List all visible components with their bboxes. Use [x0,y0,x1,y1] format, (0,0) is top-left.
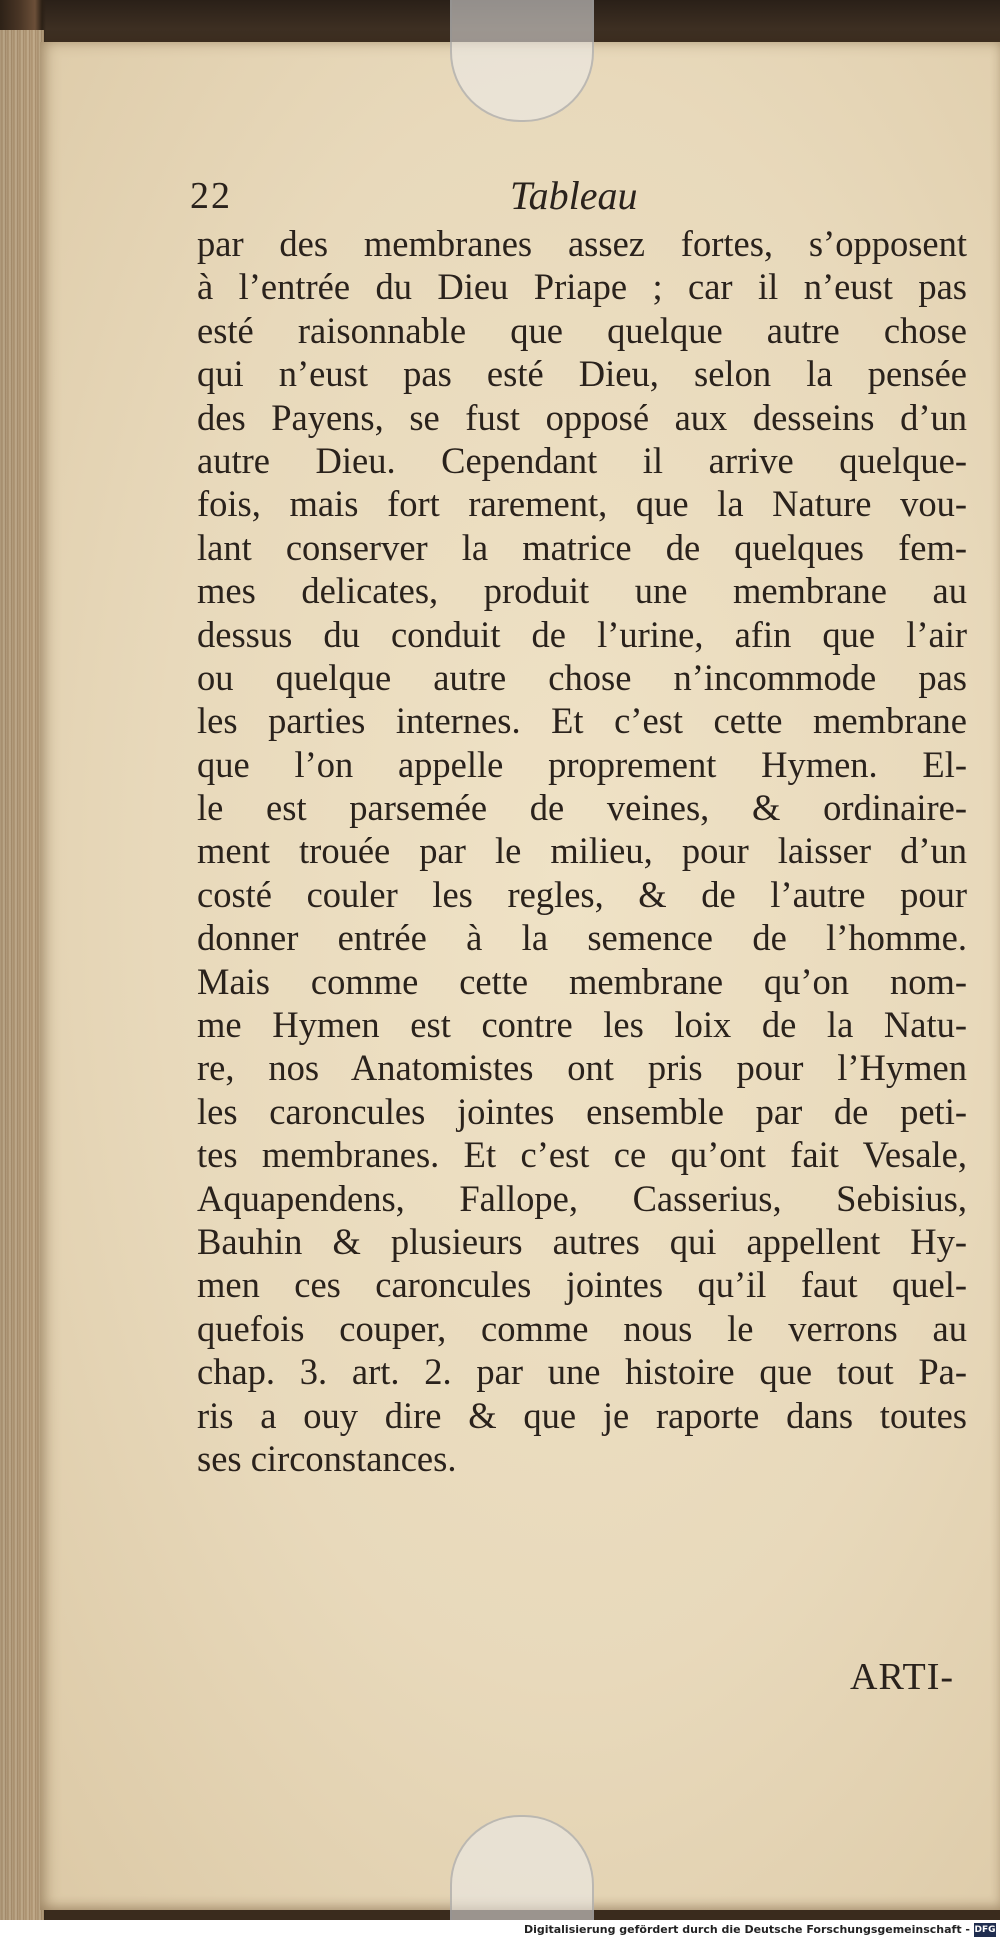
catchword: ARTI- [850,1656,955,1698]
text-line: autre Dieu. Cependant il arrive quelque- [197,439,967,481]
text-line: quefois couper, comme nous le verrons au [197,1307,967,1349]
text-line: mes delicates, produit une membrane au [197,570,967,612]
text-line: re, nos Anatomistes ont pris pour l’Hymen [197,1047,967,1089]
page-number: 22 [190,175,232,217]
text-line: Bauhin & plusieurs autres qui appellent Hy- [197,1220,967,1262]
text-line: esté raisonnable que quelque autre chose [197,309,967,351]
text-line: chap. 3. art. 2. par une histoire que tout Pa- [197,1351,967,1393]
text-line: fois, mais fort rarement, que la Nature vou- [197,483,967,525]
text-line: que l’on appelle proprement Hymen. El- [197,743,967,785]
text-line: tes membranes. Et c’est ce qu’ont fait Vesale, [197,1134,967,1176]
text-line: donner entrée à la semence de l’homme. [197,917,967,959]
text-line: le est parsemée de veines, & ordinaire- [197,787,967,829]
text-line: ses circonstances. [197,1437,457,1479]
text-line: des Payens, se fust opposé aux desseins d’un [197,396,967,438]
body-text [197,222,967,1480]
digitization-footer [0,1920,1000,1941]
text-line: qui n’eust pas esté Dieu, selon la pensée [197,353,967,395]
running-head: Tableau [510,173,638,218]
text-line: lant conserver la matrice de quelques fem- [197,526,967,568]
text-line: ris a ouy dire & que je raporte dans toutes [197,1394,967,1436]
text-line: par des membranes assez fortes, s’opposent [197,223,967,264]
funding-credit: Digitalisierung gefördert durch die Deutsche Forschungsgemeinschaft - [523,1923,970,1936]
text-line: ou quelque autre chose n’incommode pas [197,656,967,698]
text-line: à l’entrée du Dieu Priape ; car il n’eust pas [197,266,967,308]
text-line: les caroncules jointes ensemble par de peti- [197,1090,967,1132]
page-stack-edge [0,30,44,1920]
text-line: costé couler les regles, & de l’autre pour [197,873,967,915]
text-line: les parties internes. Et c’est cette membrane [197,700,967,742]
dfg-logo: DFG [974,1925,996,1935]
text-line: Mais comme cette membrane qu’on nom- [197,960,967,1002]
text-line: men ces caroncules jointes qu’il faut quel- [197,1264,967,1306]
text-line: me Hymen est contre les loix de la Natu- [197,1004,967,1046]
text-line: ment trouée par le milieu, pour laisser d’un [197,830,967,872]
text-line: dessus du conduit de l’urine, afin que l’air [197,613,967,655]
text-line: Aquapendens, Fallope, Casserius, Sebisius, [197,1177,967,1219]
